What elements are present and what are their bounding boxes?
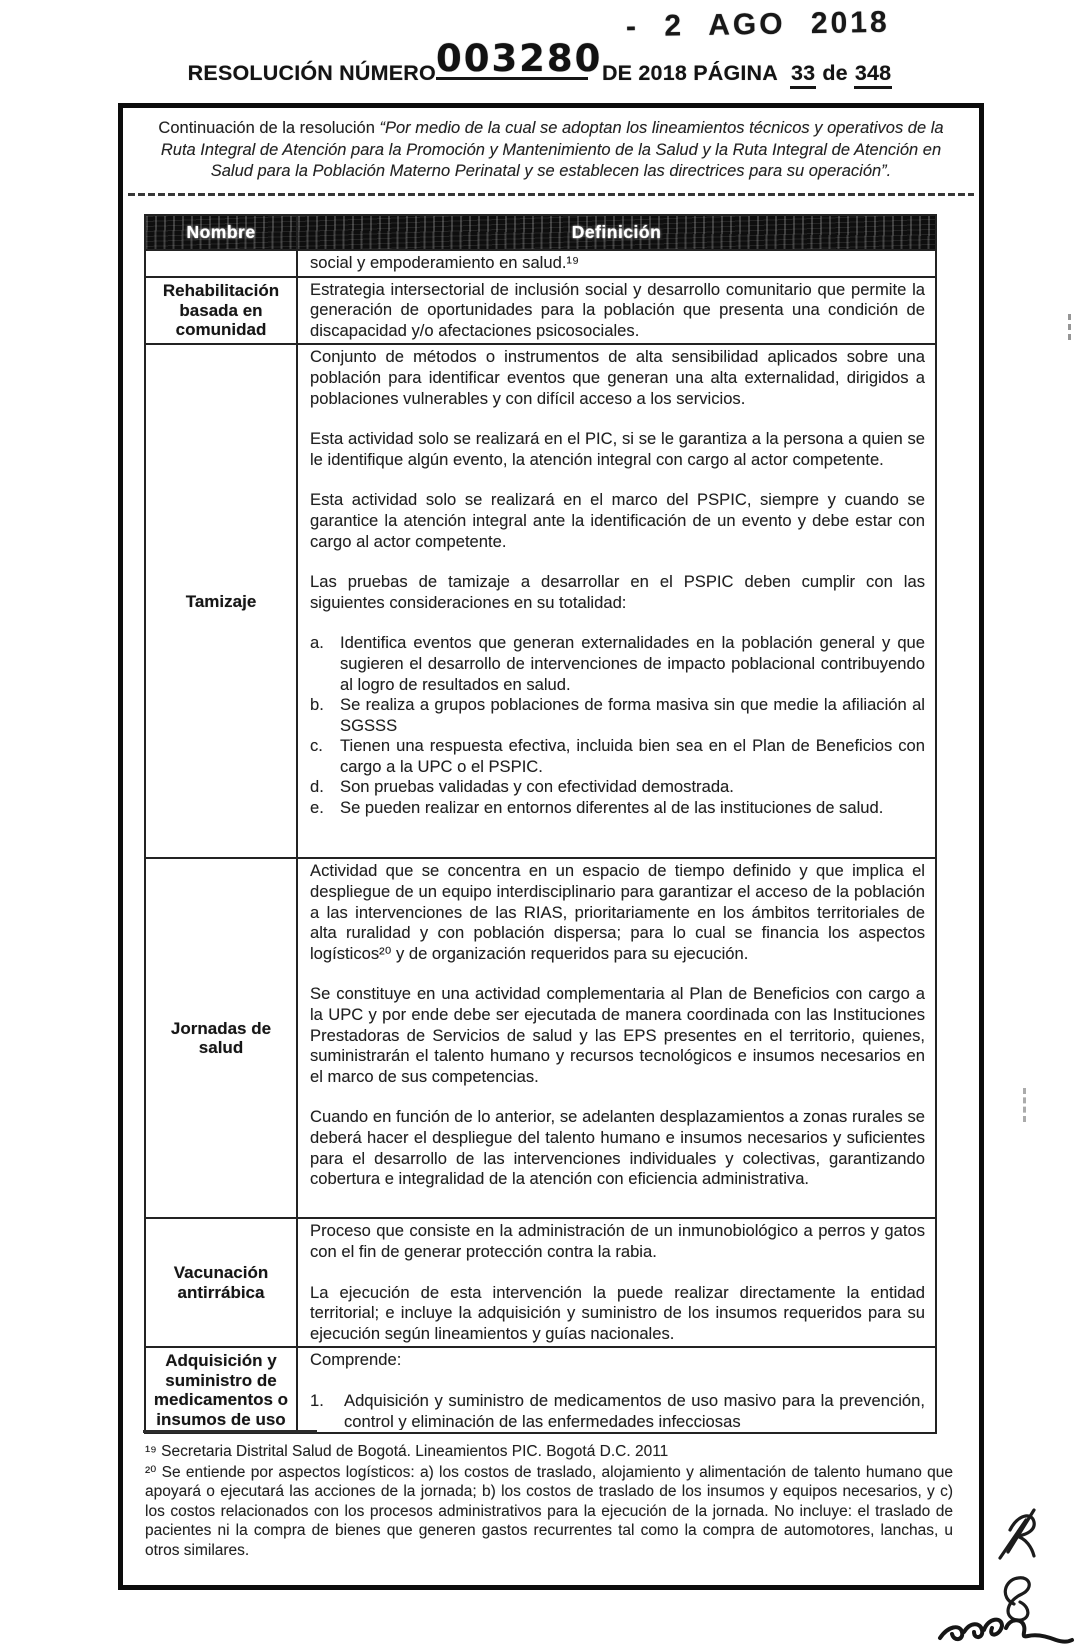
definitions-table (144, 214, 937, 1434)
definition-paragraph: Actividad que se concentra en un espacio de tiempo definido y que implica el despliegue de un equipo interdisciplinario para garantizar el acceso de la población a las intervenciones de las RIAS, prioritariamente en los ámbitos territoriales de alta ruralidad y con población dispersa; para lo cual se financia los aspectos logísticos²⁰ y de organización requeridos para su ejecución. (310, 861, 925, 963)
list-item: e. Se pueden realizar en entornos diferentes al de las instituciones de salud. (310, 798, 884, 818)
continuation-prefix: Continuación de la resolución (158, 119, 380, 137)
table-header-row (145, 215, 936, 250)
definition-cell (297, 277, 936, 345)
name-cell: Jornadas de salud (145, 858, 297, 1218)
definition-paragraph: Las pruebas de tamizaje a desarrollar en el PSPIC deben cumplir con las siguientes consideraciones en su totalidad: (310, 572, 925, 612)
definition-paragraph: Proceso que consiste en la administración de un inmunobiológico a perros y gatos con el fin de generar protección contra la rabia. (310, 1221, 925, 1261)
dashed-divider (128, 193, 974, 196)
document-title (0, 37, 1080, 89)
definition-cell (297, 1347, 936, 1433)
definition-cell (297, 250, 936, 277)
handwritten-initials (1000, 1510, 1034, 1558)
definition-paragraph: social y empoderamiento en salud.¹⁹ (310, 253, 580, 272)
definition-cell (297, 344, 936, 858)
handwritten-signature (940, 1620, 1072, 1642)
definition-paragraph: Comprende: (310, 1350, 402, 1370)
list-item: a. Identifica eventos que generan externalidades en la población general y que sugieren el desarrollo de intervenciones de impacto poblacional contribuyendo al logro de resultados en salud. (310, 633, 925, 694)
footnote-20: ²⁰ Se entiende por aspectos logísticos: a) los costos de traslado, alojamiento y alimentación de talento humano que apoyará o ejecutará las acciones de la jornada; b) los costos de traslado de los insumos y equipos necesarios, y c) los costos relacionados con los procesos administrativos para la ejecución de la jornada. No incluye: el traslado de pacientes ni la compra de bienes que generen gastos recurrentes tal como la compra de automotores, lanchas, u otros similares. (145, 1463, 953, 1559)
definition-paragraph: Esta actividad solo se realizará en el marco del PSPIC, siempre y cuando se garantice la atención integral ante la identificación de un evento y debe estar con cargo al actor competente. (310, 490, 925, 551)
page-total: 348 (854, 61, 892, 89)
name-cell: Tamizaje (145, 344, 297, 858)
continuation-quote: “Por medio de la cual se adoptan los lineamientos técnicos y operativos de la Ruta Integral de Atención para la Promoción y Mantenimiento de la Salud y la Ruta Integral de Atención en Salud para la Población Materno Perinatal y se establecen las directrices para su operación”. (160, 119, 944, 180)
handwritten-number (1005, 1578, 1029, 1620)
scan-artifact (1023, 1088, 1026, 1122)
list-item: d. Son pruebas validadas y con efectividad demostrada. (310, 777, 734, 797)
name-cell: Rehabilitación basada en comunidad (145, 277, 297, 345)
definition-cell (297, 1218, 936, 1347)
resolution-number-underline (435, 37, 603, 80)
title-prefix: RESOLUCIÓN NÚMERO (187, 61, 436, 85)
definition-cell (297, 858, 936, 1218)
list-item: b. Se realiza a grupos poblaciones de forma masiva sin que medie la afiliación al SGSSS (310, 695, 925, 735)
table-row (145, 344, 936, 858)
handwritten-marks (930, 1500, 1080, 1648)
definition-paragraph: Esta actividad solo se realizará en el PIC, si se le garantiza a la persona a quien se le identifique algún evento, la atención integral con cargo al actor competente. (310, 429, 925, 469)
definition-paragraph: La ejecución de esta intervención la puede realizar directamente la entidad territorial; e incluye la adquisición y suministro de los insumos requeridos para su ejecución según lineamientos y guías nacionales. (310, 1282, 925, 1343)
continuation-note (155, 118, 947, 183)
table-row (145, 250, 936, 277)
resolution-number-stamp: 003280 (435, 37, 603, 80)
table-row (145, 1218, 936, 1347)
name-cell: Vacunación antirrábica (145, 1218, 297, 1347)
page-current: 33 (790, 61, 816, 89)
title-middle: DE 2018 PÁGINA (601, 61, 779, 85)
date-stamp: - 2 AGO 2018 (625, 5, 890, 44)
footnotes (145, 1442, 953, 1561)
table-row (145, 1347, 936, 1433)
table-row (145, 277, 936, 345)
name-cell: Adquisición y suministro de medicamentos o insumos de uso (145, 1347, 297, 1433)
page-separator: de (822, 61, 848, 85)
list-item: 1. Adquisición y suministro de medicamentos de uso masivo para la prevención, control y eliminación de las enfermedades infecciosas (310, 1390, 925, 1431)
definition-paragraph: Se constituye en una actividad complementaria al Plan de Beneficios con cargo a la UPC y por ende debe ser ejecutada de manera coordinada con las Instituciones Prestadoras de Servicios de salud y las EPS presentes en el territorio, quienes, suministrarán el talento humano y recursos tecnológicos e insumos necesarios en el marco de sus competencias. (310, 984, 925, 1086)
column-header-nombre: Nombre (145, 215, 297, 250)
definition-paragraph: Cuando en función de lo anterior, se adelanten desplazamientos a zonas rurales se deberá hacer el despliegue del talento humano e insumos necesarios y suficientes para el desarrollo de las intervenciones individuales y colectivas, garantizando cobertura e integralidad de la atención con eficiencia administrativa. (310, 1107, 925, 1189)
definition-paragraph: Estrategia intersectorial de inclusión social y desarrollo comunitario que permite la generación de oportunidades para la población que presenta una condición de discapacidad y/o afectaciones psicosociales. (310, 279, 925, 340)
content-border-box (118, 103, 984, 1590)
footnote-divider (143, 1430, 317, 1433)
name-cell (145, 250, 297, 277)
list-item: c. Tienen una respuesta efectiva, incluida bien sea en el Plan de Beneficios con cargo a la UPC o el PSPIC. (310, 736, 925, 776)
scan-artifact (1068, 314, 1071, 340)
column-header-definicion: Definición (297, 215, 936, 250)
definition-paragraph: Conjunto de métodos o instrumentos de alta sensibilidad aplicados sobre una población para identificar eventos que generan una alta externalidad, dirigidos a poblaciones vulnerables y con difícil acceso a los servicios. (310, 347, 925, 408)
footnote-19: ¹⁹ Secretaria Distrital Salud de Bogotá. Lineamientos PIC. Bogotá D.C. 2011 (145, 1443, 669, 1460)
table-row (145, 858, 936, 1218)
